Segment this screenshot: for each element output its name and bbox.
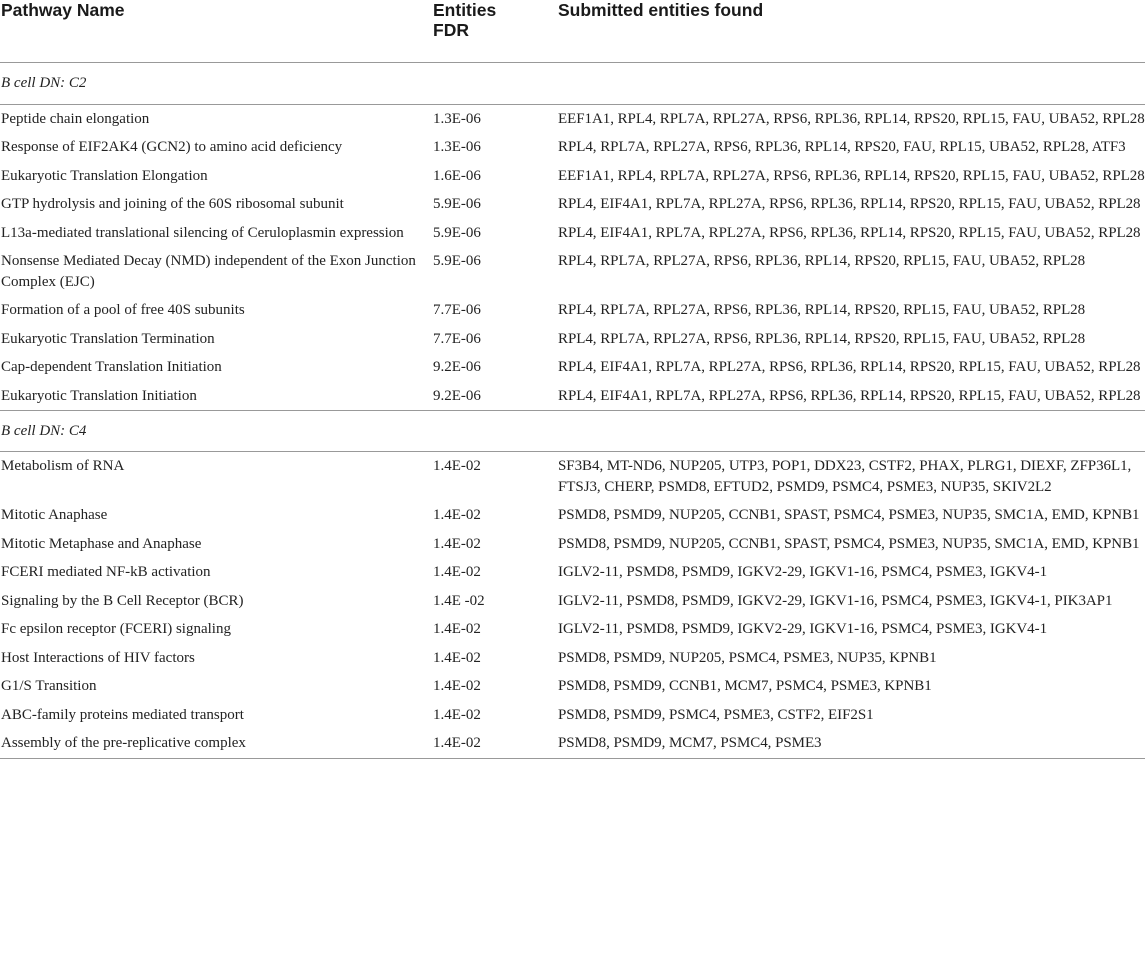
entities-fdr-cell: 9.2E-06 [433,387,481,404]
header-entities-fdr-line2: FDR [433,20,469,40]
pathway-name-cell: Eukaryotic Translation Initiation [1,387,197,404]
entities-fdr-cell: 5.9E-06 [433,196,481,212]
entities-fdr-cell: 5.9E-06 [433,253,481,269]
pathway-name-cell: ABC-family proteins mediated transport [1,706,244,723]
table-row [0,247,1145,296]
section-label: B cell DN: C2 [1,74,87,91]
submitted-entities-cell: RPL4, RPL7A, RPL27A, RPS6, RPL36, RPL14, RPS20, FAU, RPL15, UBA52, RPL28, ATF3 [558,139,1126,155]
submitted-entities-cell: PSMD8, PSMD9, PSMC4, PSME3, CSTF2, EIF2S1 [558,706,874,723]
pathway-name-cell: Formation of a pool of free 40S subunits [1,302,245,318]
submitted-entities-cell: PSMD8, PSMD9, MCM7, PSMC4, PSME3 [558,735,822,751]
section-header-row [0,62,1145,104]
section-label: B cell DN: C4 [1,422,87,439]
table-row [0,162,1145,191]
submitted-entities-cell: RPL4, EIF4A1, RPL7A, RPL27A, RPS6, RPL36, RPL14, RPS20, RPL15, FAU, UBA52, RPL28 [558,224,1141,241]
table-row [0,353,1145,382]
submitted-entities-cell: EEF1A1, RPL4, RPL7A, RPL27A, RPS6, RPL36, RPL14, RPS20, RPL15, FAU, UBA52, RPL28 [558,110,1145,127]
table-row [0,219,1145,248]
pathway-name-cell: Host Interactions of HIV factors [1,649,195,666]
submitted-entities-cell: IGLV2-11, PSMD8, PSMD9, IGKV2-29, IGKV1-16, PSMC4, PSME3, IGKV4-1 [558,564,1048,580]
entities-fdr-cell: 5.9E-06 [433,224,481,241]
section-header-row [0,411,1145,452]
entities-fdr-cell: 1.4E-02 [433,735,481,751]
table-row [0,104,1145,133]
entities-fdr-cell: 1.4E-02 [433,678,481,694]
entities-fdr-cell: 1.4E-02 [433,458,481,474]
entities-fdr-cell: 1.3E-06 [433,139,481,155]
table-row [0,501,1145,530]
pathway-name-cell: Fc epsilon receptor (FCERI) signaling [1,621,231,637]
submitted-entities-cell: SF3B4, MT-ND6, NUP205, UTP3, POP1, DDX23, CSTF2, PHAX, PLRG1, DIEXF, ZFP36L1, FTSJ3, CHERP, PSMD8, EFTUD2, PSMD9, PSMC4, PSME3, NUP35, SKIV2L2 [558,458,1132,495]
pathway-name-cell: Eukaryotic Translation Termination [1,330,215,347]
pathway-name-cell: Cap-dependent Translation Initiation [1,359,222,375]
header-entities-fdr [432,0,558,62]
entities-fdr-cell: 1.4E-02 [433,621,481,637]
pathway-name-cell: Metabolism of RNA [1,458,125,474]
header-submitted-entities: Submitted entities found [558,0,764,20]
table-header [0,0,1145,62]
submitted-entities-cell: PSMD8, PSMD9, NUP205, PSMC4, PSME3, NUP35, KPNB1 [558,649,937,666]
table-row [0,530,1145,559]
submitted-entities-cell: RPL4, RPL7A, RPL27A, RPS6, RPL36, RPL14, RPS20, RPL15, FAU, UBA52, RPL28 [558,302,1086,318]
submitted-entities-cell: IGLV2-11, PSMD8, PSMD9, IGKV2-29, IGKV1-16, PSMC4, PSME3, IGKV4-1, PIK3AP1 [558,592,1113,609]
table-row [0,644,1145,673]
submitted-entities-cell: PSMD8, PSMD9, CCNB1, MCM7, PSMC4, PSME3, KPNB1 [558,678,932,694]
pathway-name-cell: G1/S Transition [1,678,97,694]
entities-fdr-cell: 1.4E-02 [433,507,481,523]
entities-fdr-cell: 9.2E-06 [433,359,481,375]
table-body [0,62,1145,758]
submitted-entities-cell: IGLV2-11, PSMD8, PSMD9, IGKV2-29, IGKV1-16, PSMC4, PSME3, IGKV4-1 [558,621,1048,637]
header-row [0,0,1145,62]
submitted-entities-cell: PSMD8, PSMD9, NUP205, CCNB1, SPAST, PSMC4, PSME3, NUP35, SMC1A, EMD, KPNB1 [558,535,1140,552]
entities-fdr-cell: 1.4E -02 [433,592,485,609]
entities-fdr-cell: 1.4E-02 [433,706,481,723]
pathway-name-cell: Nonsense Mediated Decay (NMD) independent of the Exon Junction Complex (EJC) [1,253,416,290]
entities-fdr-cell: 1.4E-02 [433,649,481,666]
table-row [0,672,1145,701]
pathway-name-cell: Mitotic Anaphase [1,507,108,523]
pathway-name-cell: Signaling by the B Cell Receptor (BCR) [1,592,244,609]
table-row [0,587,1145,616]
submitted-entities-cell: RPL4, RPL7A, RPL27A, RPS6, RPL36, RPL14, RPS20, RPL15, FAU, UBA52, RPL28 [558,330,1086,347]
entities-fdr-cell: 1.4E-02 [433,535,481,552]
table-row [0,701,1145,730]
header-pathway-name: Pathway Name [1,0,125,20]
entities-fdr-cell: 1.4E-02 [433,564,481,580]
entities-fdr-cell: 7.7E-06 [433,330,481,347]
submitted-entities-cell: RPL4, EIF4A1, RPL7A, RPL27A, RPS6, RPL36, RPL14, RPS20, RPL15, FAU, UBA52, RPL28 [558,196,1141,212]
table-row [0,296,1145,325]
pathway-name-cell: GTP hydrolysis and joining of the 60S ribosomal subunit [1,196,344,212]
table-row [0,452,1145,502]
table-row [0,558,1145,587]
entities-fdr-cell: 1.3E-06 [433,110,481,127]
submitted-entities-cell: RPL4, RPL7A, RPL27A, RPS6, RPL36, RPL14, RPS20, RPL15, FAU, UBA52, RPL28 [558,253,1086,269]
entities-fdr-cell: 7.7E-06 [433,302,481,318]
table-row [0,325,1145,354]
table-row [0,729,1145,758]
pathway-name-cell: FCERI mediated NF-kB activation [1,564,211,580]
pathway-name-cell: Peptide chain elongation [1,110,150,127]
table-row [0,190,1145,219]
pathway-name-cell: Assembly of the pre-replicative complex [1,735,246,751]
header-entities-fdr-line1: Entities [433,0,497,20]
entities-fdr-cell: 1.6E-06 [433,167,481,184]
pathway-name-cell: Response of EIF2AK4 (GCN2) to amino acid deficiency [1,139,343,155]
pathway-name-cell: L13a-mediated translational silencing of Ceruloplasmin expression [1,224,404,241]
table-row [0,133,1145,162]
table-row [0,615,1145,644]
submitted-entities-cell: RPL4, EIF4A1, RPL7A, RPL27A, RPS6, RPL36, RPL14, RPS20, RPL15, FAU, UBA52, RPL28 [558,359,1141,375]
submitted-entities-cell: EEF1A1, RPL4, RPL7A, RPL27A, RPS6, RPL36, RPL14, RPS20, RPL15, FAU, UBA52, RPL28 [558,167,1145,184]
pathway-name-cell: Eukaryotic Translation Elongation [1,167,208,184]
submitted-entities-cell: PSMD8, PSMD9, NUP205, CCNB1, SPAST, PSMC4, PSME3, NUP35, SMC1A, EMD, KPNB1 [558,507,1140,523]
table-row [0,382,1145,411]
submitted-entities-cell: RPL4, EIF4A1, RPL7A, RPL27A, RPS6, RPL36, RPL14, RPS20, RPL15, FAU, UBA52, RPL28 [558,387,1141,404]
pathway-name-cell: Mitotic Metaphase and Anaphase [1,535,202,552]
